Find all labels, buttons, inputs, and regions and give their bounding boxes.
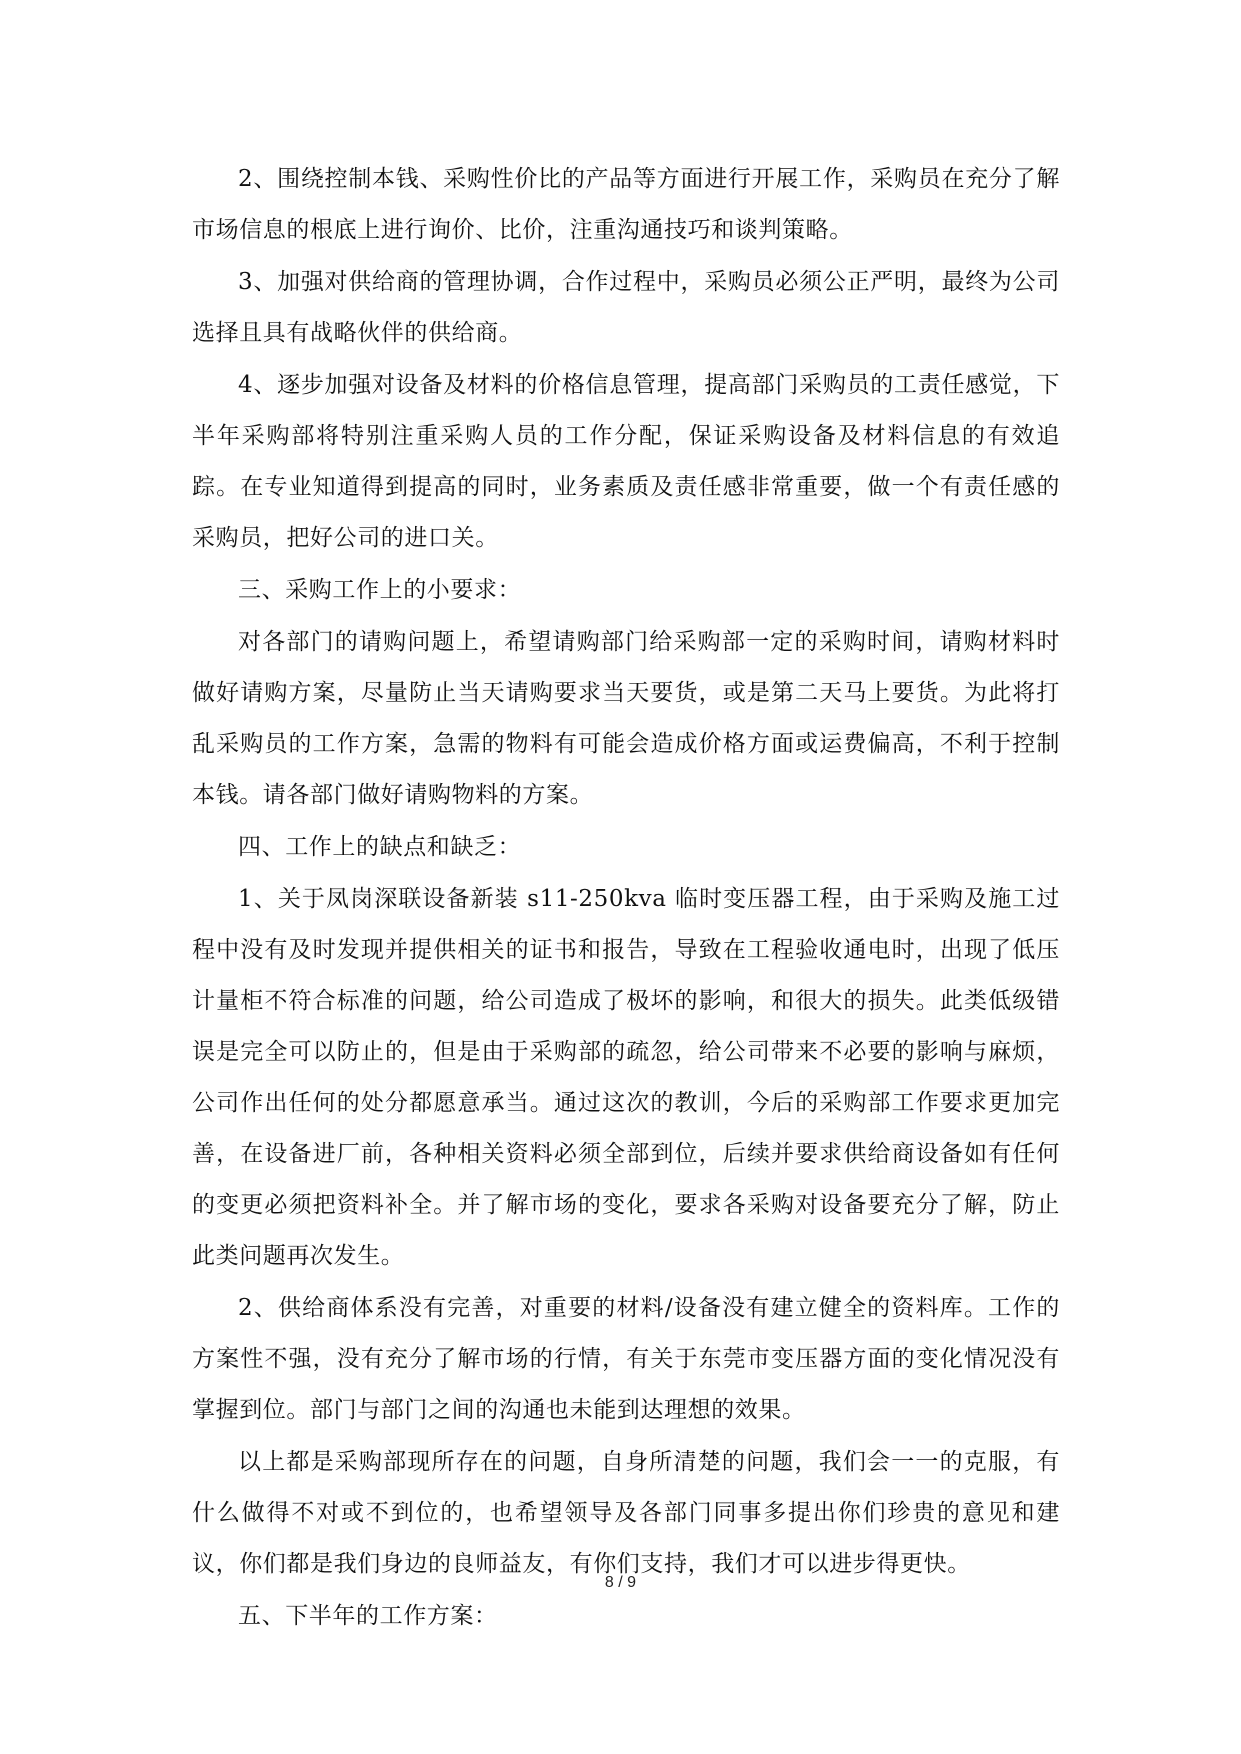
paragraph-item-2-supplier-system: 2、供给商体系没有完善，对重要的材料/设备没有建立健全的资料库。工作的方案性不强，没有充分了解市场的行情，有关于东莞市变压器方面的变化情况没有掌握到位。部门与部门之间的沟通也未能到达理想的效果。 (192, 1295, 1060, 1423)
paragraph-item-4-price-information: 4、逐步加强对设备及材料的价格信息管理，提高部门采购员的工责任感觉，下半年采购部将特别注重采购人员的工作分配，保证采购设备及材料信息的有效追踪。在专业知道得到提高的同时，业务素质及责任感非常重要，做一个有责任感的采购员，把好公司的进口关。 (192, 372, 1060, 551)
paragraph-purchase-requests: 对各部门的请购问题上，希望请购部门给采购部一定的采购时间，请购材料时做好请购方案，尽量防止当天请购要求当天要货，或是第二天马上要货。为此将打乱采购员的工作方案，急需的物料有可能会造成价格方面或运费偏高，不利于控制本钱。请各部门做好请购物料的方案。 (192, 629, 1060, 808)
section-heading-3: 三、采购工作上的小要求： (238, 577, 522, 603)
page-number: 8 / 9 (604, 1574, 637, 1591)
section-heading-4: 四、工作上的缺点和缺乏： (238, 834, 522, 860)
paragraph-summary: 以上都是采购部现所存在的问题，自身所清楚的问题，我们会一一的克服，有什么做得不对或不到位的，也希望领导及各部门同事多提出你们珍贵的意见和建议，你们都是我们身边的良师益友，有你们支持，我们才可以进步得更快。 (192, 1449, 1060, 1577)
section-heading-5: 五、下半年的工作方案： (238, 1603, 498, 1629)
paragraph-item-1-transformer-project: 1、关于凤岗深联设备新装 s11-250kva 临时变压器工程，由于采购及施工过程中没有及时发现并提供相关的证书和报告，导致在工程验收通电时，出现了低压计量柜不符合标准的问题，给公司造成了极坏的影响，和很大的损失。此类低级错误是完全可以防止的，但是由于采购部的疏忽，给公司带来不必要的影响与麻烦，公司作出任何的处分都愿意承当。通过这次的教训，今后的采购部工作要求更加完善，在设备进厂前，各种相关资料必须全部到位，后续并要求供给商设备如有任何的变更必须把资料补全。并了解市场的变化，要求各采购对设备要充分了解，防止此类问题再次发生。 (192, 886, 1060, 1269)
paragraph-item-3-supplier-management: 3、加强对供给商的管理协调，合作过程中，采购员必须公正严明，最终为公司选择且具有战略伙伴的供给商。 (192, 269, 1060, 346)
document-body (192, 154, 1060, 1643)
paragraph-item-2-cost-control: 2、围绕控制本钱、采购性价比的产品等方面进行开展工作，采购员在充分了解市场信息的根底上进行询价、比价，注重沟通技巧和谈判策略。 (192, 166, 1060, 243)
